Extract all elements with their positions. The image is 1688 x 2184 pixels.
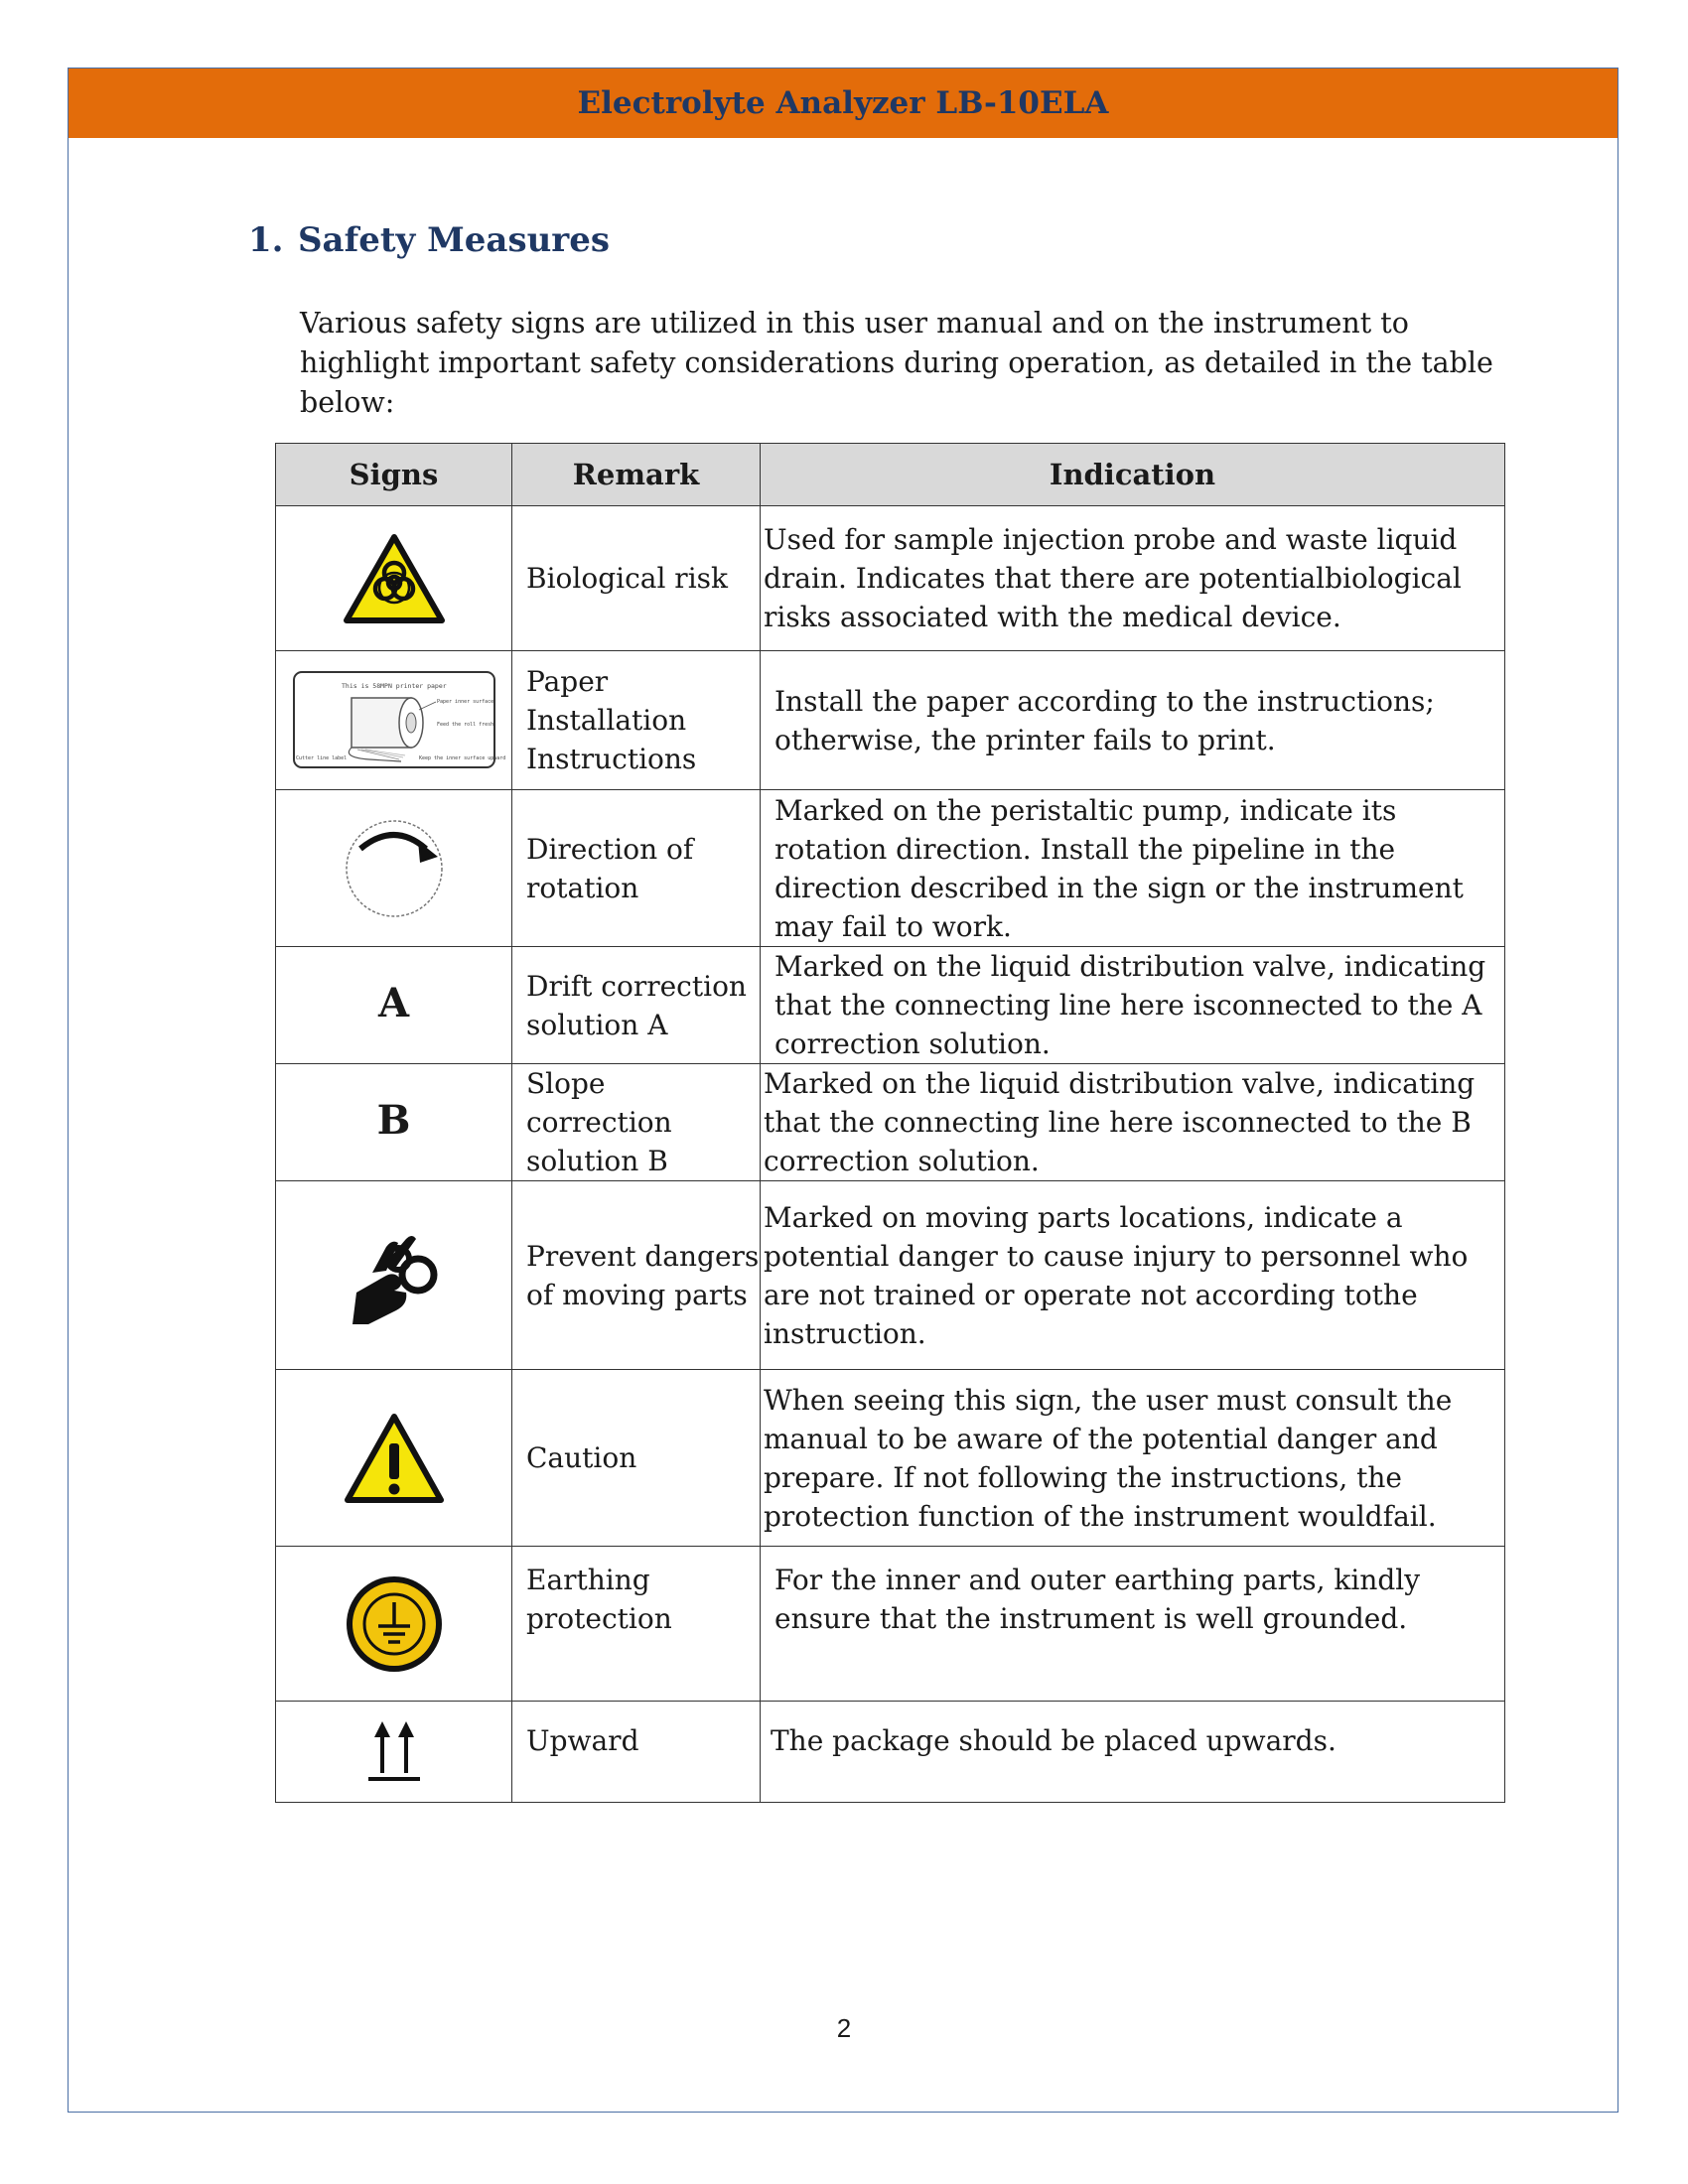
remark-cell: Paper Installation Instructions (512, 651, 761, 790)
indication-cell: Install the paper according to the instructions; otherwise, the printer fails to print. (761, 651, 1505, 790)
table-row (276, 947, 1505, 1064)
remark-cell: Direction of rotation (512, 790, 761, 947)
sign-letter-a: A (377, 980, 410, 1026)
sign-cell (276, 947, 512, 1064)
section-title: Safety Measures (298, 220, 610, 260)
remark-cell: Slope correction solution B (512, 1064, 761, 1181)
remark-cell: Earthing protection (512, 1547, 761, 1702)
indication-cell: For the inner and outer earthing parts, kindly ensure that the instrument is well grounded. (761, 1547, 1505, 1702)
column-header-remark: Remark (512, 444, 761, 506)
column-header-signs: Signs (276, 444, 512, 506)
sign-cell (276, 1064, 512, 1181)
sign-cell (276, 1702, 512, 1803)
remark-cell: Drift correction solution A (512, 947, 761, 1064)
indication-cell: Marked on the liquid distribution valve, indicating that the connecting line here isconnected to the A correction solution. (761, 947, 1505, 1064)
section-heading (248, 220, 610, 260)
safety-signs-table (275, 443, 1505, 1803)
table-row (276, 506, 1505, 651)
table-row (276, 1370, 1505, 1547)
indication-cell: The package should be placed upwards. (761, 1702, 1505, 1803)
remark-cell: Prevent dangers of moving parts (512, 1181, 761, 1370)
document-title: Electrolyte Analyzer LB-10ELA (577, 85, 1109, 121)
paper-roll-icon-text: Cutter line label (295, 754, 347, 761)
table-header-row (276, 444, 1505, 506)
table-row (276, 1064, 1505, 1181)
indication-cell: Marked on the peristaltic pump, indicate its rotation direction. Install the pipeline in the direction described in the sign or the instrument may fail to work. (761, 790, 1505, 947)
remark-cell: Caution (512, 1370, 761, 1547)
sign-letter-b: B (376, 1097, 411, 1144)
earth-ground-icon (343, 1605, 446, 1638)
column-header-indication: Indication (761, 444, 1505, 506)
paper-roll-icon-text: Paper inner surface (436, 698, 493, 705)
moving-parts-hand-icon (343, 1257, 446, 1290)
sign-cell (276, 1370, 512, 1547)
table-row (276, 651, 1505, 790)
section-number: 1. (248, 220, 284, 260)
upward-arrows-icon (362, 1733, 426, 1766)
sign-cell (276, 506, 512, 651)
table-row (276, 1181, 1505, 1370)
paper-roll-icon (292, 681, 505, 761)
table-row (276, 1702, 1505, 1803)
sign-cell (276, 1547, 512, 1702)
caution-icon (343, 1439, 446, 1472)
indication-cell: Used for sample injection probe and waste liquid drain. Indicates that there are potentialbiological risks associated with the medical device. (761, 506, 1505, 651)
header-bar (69, 68, 1618, 138)
intro-paragraph: Various safety signs are utilized in this user manual and on the instrument to highlight important safety considerations during operation, as detailed in the table below: (300, 307, 1493, 419)
sign-cell (276, 790, 512, 947)
indication-cell: When seeing this sign, the user must consult the manual to be aware of the potential danger and prepare. If not following the instructions, the protection function of the instrument wouldfail. (761, 1370, 1505, 1547)
page-number: 2 (836, 2013, 852, 2043)
indication-cell: Marked on moving parts locations, indicate a potential danger to cause injury to personnel who are not trained or operate not according tothe instruction. (761, 1181, 1505, 1370)
biohazard-icon (343, 560, 446, 593)
rotation-arrow-icon (343, 850, 446, 883)
remark-cell: Biological risk (512, 506, 761, 651)
remark-cell: Upward (512, 1702, 761, 1803)
table-row (276, 1547, 1505, 1702)
indication-cell: Marked on the liquid distribution valve, indicating that the connecting line here isconnected to the B correction solution. (761, 1064, 1505, 1181)
sign-cell (276, 1181, 512, 1370)
paper-roll-icon-text: Keep the inner surface upward (418, 754, 505, 761)
paper-roll-icon-text: Feed the roll fresh (436, 721, 493, 728)
sign-cell (276, 651, 512, 790)
table-row (276, 790, 1505, 947)
paper-roll-icon-text: This is 58MPN printer paper (341, 681, 447, 690)
